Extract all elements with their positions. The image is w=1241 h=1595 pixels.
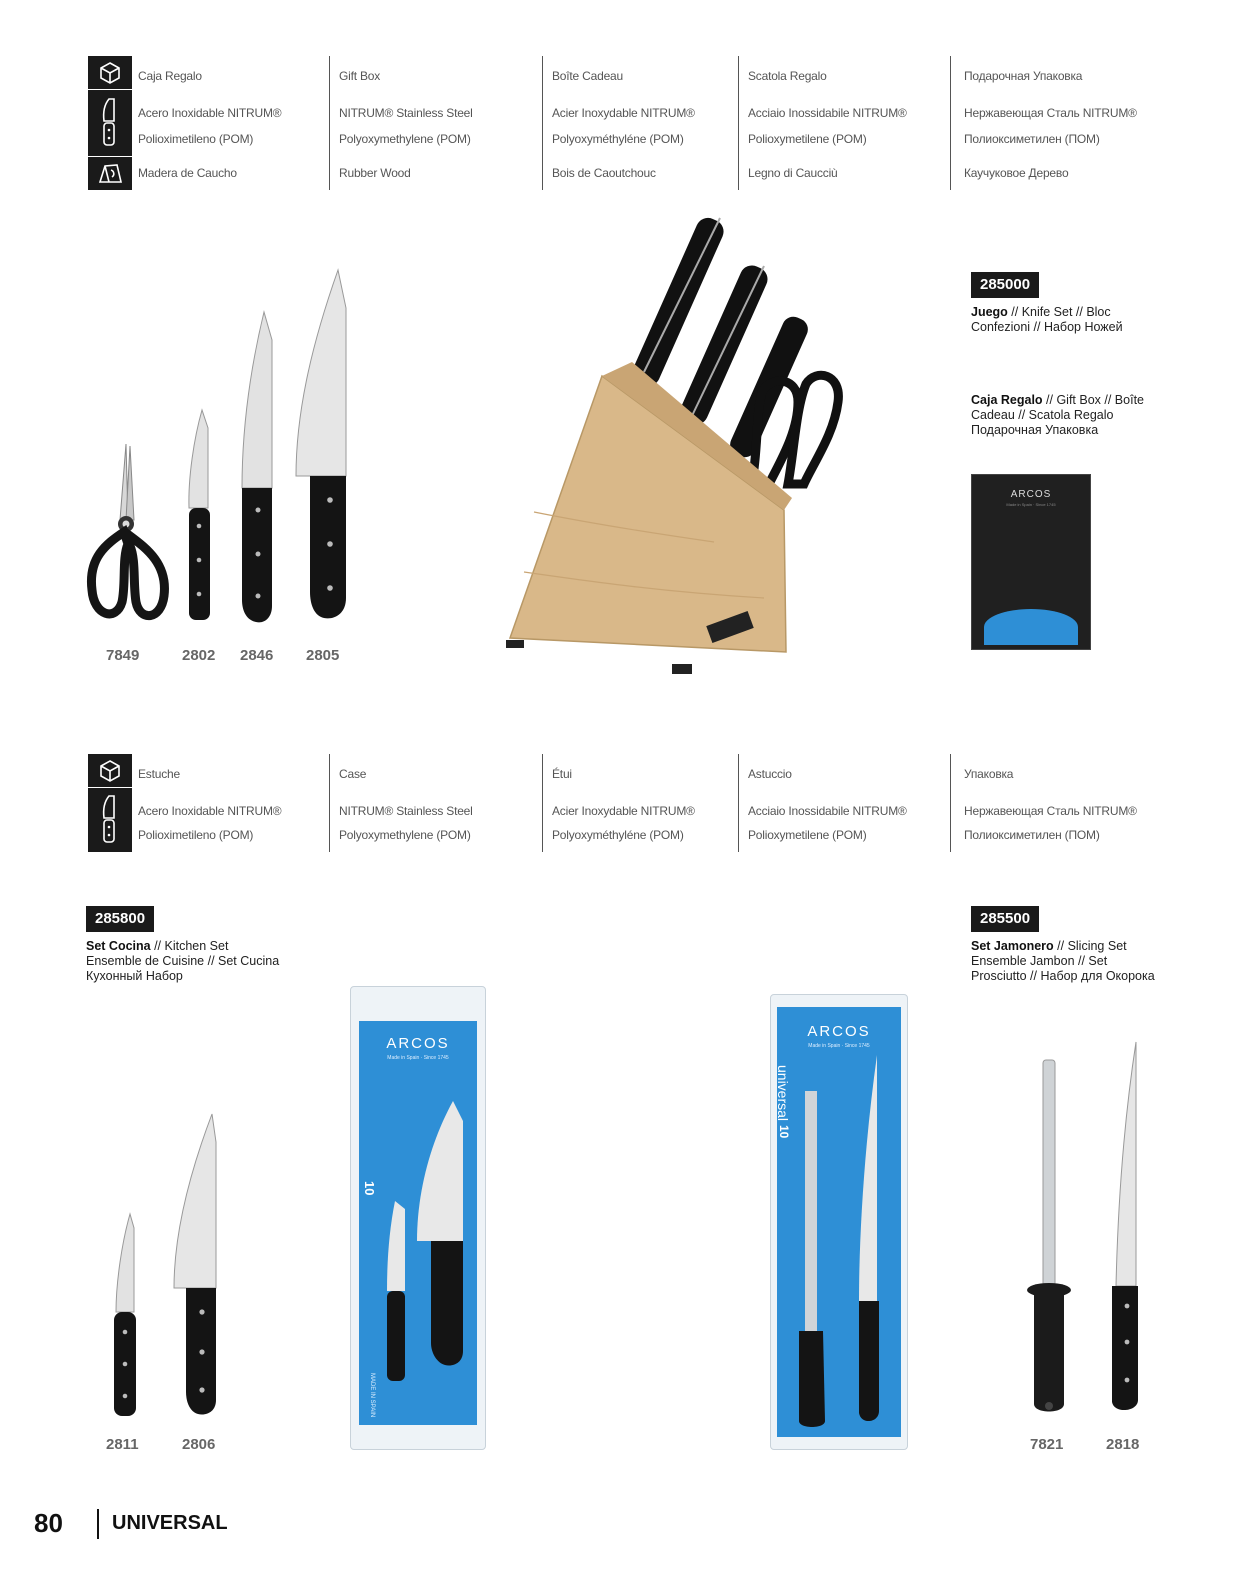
case-blue-card — [322, 1021, 477, 1425]
spec-cell: Нержавеющая Сталь NITRUM® — [964, 804, 1137, 818]
spec-cell: Polioximetileno (POM) — [138, 132, 254, 146]
spec-cell: Полиоксиметилен (ПОМ) — [964, 828, 1100, 842]
spec-cell: Astuccio — [748, 767, 792, 781]
case-guarantee: 10 — [362, 1181, 377, 1196]
slicing-set-case-image — [770, 994, 908, 1450]
kitchen-set-case-image — [322, 986, 486, 1450]
spec-table-top — [88, 56, 1188, 192]
scissors-image — [86, 440, 170, 626]
knife-icon — [88, 90, 132, 156]
product-number: 2802 — [182, 647, 216, 664]
knife-2805-image — [294, 268, 350, 624]
case-knives — [797, 1051, 897, 1431]
spec-cell: Polyoxymethylene (POM) — [339, 132, 471, 146]
spec-cell: Gift Box — [339, 69, 381, 83]
case-knives — [383, 1101, 467, 1417]
product-code-badge: 285000 — [971, 272, 1039, 298]
spec-cell: Полиоксиметилен (ПОМ) — [964, 132, 1100, 146]
section-title: UNIVERSAL — [112, 1512, 228, 1534]
knife-2818-image — [1106, 1040, 1142, 1418]
spec-cell: Polioxymetilene (POM) — [748, 828, 867, 842]
spec-cell: Polyoxymethylene (POM) — [339, 828, 471, 842]
spec-cell: Acciaio Inossidabile NITRUM® — [748, 804, 907, 818]
spec-cell: Scatola Regalo — [748, 69, 827, 83]
product-number: 2818 — [1106, 1436, 1140, 1453]
spec-cell: Acciaio Inossidabile NITRUM® — [748, 106, 907, 120]
case-tagline: Made in Spain · Since 1745 — [387, 1055, 449, 1061]
box-icon — [88, 56, 132, 89]
case-line-label: universal — [775, 1065, 791, 1122]
spec-cell: Каучуковое Дерево — [964, 166, 1069, 180]
product-code-badge: 285500 — [971, 906, 1039, 932]
gift-box-image — [971, 474, 1091, 650]
spec-cell: Madera de Caucho — [138, 166, 237, 180]
product-code-badge: 285800 — [86, 906, 154, 932]
product-description: Juego // Knife Set // Bloc Confezioni // Набор Ножей — [971, 305, 1123, 334]
box-icon — [88, 754, 132, 787]
spec-cell: Polyoxyméthyléne (POM) — [552, 828, 684, 842]
spec-table-bottom — [88, 754, 1188, 854]
spec-cell: Нержавеющая Сталь NITRUM® — [964, 106, 1137, 120]
page-number: 80 — [34, 1508, 63, 1538]
spec-cell: Caja Regalo — [138, 69, 202, 83]
spec-cell: Rubber Wood — [339, 166, 411, 180]
gift-box-tagline: Made in Spain · Since 1745 — [1006, 502, 1056, 507]
knife-2802-image — [184, 408, 214, 624]
spec-cell: Bois de Caoutchouc — [552, 166, 656, 180]
spec-cell: Boîte Cadeau — [552, 69, 623, 83]
product-number: 7849 — [106, 647, 140, 664]
product-number: 2811 — [106, 1436, 139, 1453]
product-number: 7821 — [1030, 1436, 1064, 1453]
spec-cell: Estuche — [138, 767, 180, 781]
case-logo: ARCOS — [807, 1023, 871, 1040]
product-number: 2805 — [306, 647, 340, 664]
spec-cell: Упаковка — [964, 767, 1014, 781]
spec-cell: Acier Inoxydable NITRUM® — [552, 804, 695, 818]
spec-cell: Étui — [552, 767, 572, 781]
knife-2811-image — [110, 1212, 140, 1418]
case-blue-card — [777, 1007, 901, 1437]
case-tagline: Made in Spain · Since 1745 — [808, 1043, 870, 1049]
spec-cell: NITRUM® Stainless Steel — [339, 106, 473, 120]
spec-cell: Acier Inoxydable NITRUM® — [552, 106, 695, 120]
product-number: 2806 — [182, 1436, 216, 1453]
knife-icon — [88, 788, 132, 852]
spec-cell: Polioximetileno (POM) — [138, 828, 254, 842]
spec-cell: Legno di Caucciù — [748, 166, 838, 180]
spec-cell: Acero Inoxidable NITRUM® — [138, 804, 282, 818]
spec-cell: Polyoxyméthyléne (POM) — [552, 132, 684, 146]
knife-block-image — [494, 212, 848, 678]
gift-box-logo: ARCOS — [1010, 489, 1052, 500]
spec-cell: Polioxymetilene (POM) — [748, 132, 867, 146]
gift-box-blue-band — [984, 609, 1078, 645]
sharpener-7821-image — [1026, 1058, 1074, 1418]
product-description: Set Cocina // Kitchen Set Ensemble de Cuisine // Set Cucina Кухонный Набор — [86, 939, 280, 983]
packaging-description: Caja Regalo // Gift Box // Boîte Cadeau // Scatola Regalo Подарочная Упаковка — [971, 393, 1144, 437]
knife-2806-image — [172, 1112, 222, 1418]
case-logo: ARCOS — [386, 1035, 450, 1052]
knife-2846-image — [238, 310, 278, 626]
product-description: Set Jamonero // Slicing Set Ensemble Jambon // Set Prosciutto // Набор для Окорока — [971, 939, 1155, 983]
spec-cell: Acero Inoxidable NITRUM® — [138, 106, 282, 120]
case-guarantee: 10 — [777, 1125, 791, 1139]
product-number: 2846 — [240, 647, 274, 664]
footer-divider — [97, 1509, 99, 1539]
spec-cell: Подарочная Упаковка — [964, 69, 1083, 83]
spec-cell: Case — [339, 767, 367, 781]
spec-cell: NITRUM® Stainless Steel — [339, 804, 473, 818]
case-line-label: universal — [322, 1113, 339, 1178]
case-made-in: MADE IN SPAIN — [369, 1373, 375, 1418]
wood-icon — [88, 157, 132, 190]
